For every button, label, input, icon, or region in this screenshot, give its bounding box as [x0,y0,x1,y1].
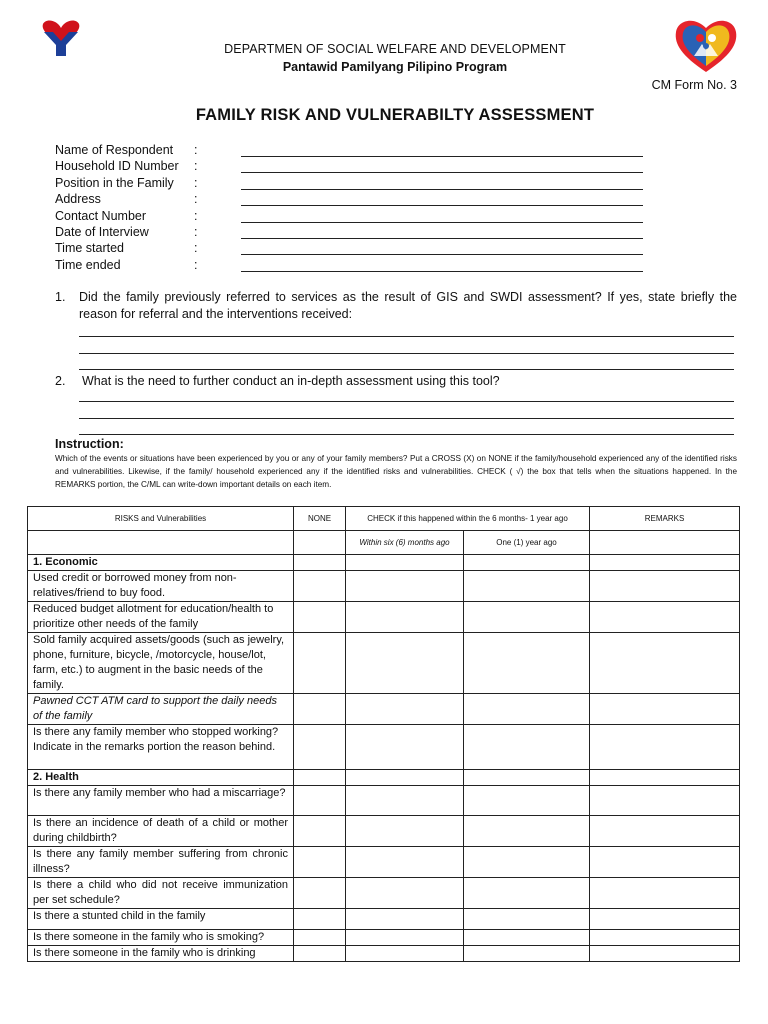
question-text: Did the family previously referred to services as the result of GIS and SWDI assessment? If yes, state briefly the reason for referral and the interventions received: [79,290,737,321]
none-cell[interactable] [294,694,346,725]
six-months-cell[interactable] [346,909,464,930]
field-blank-line[interactable] [241,172,643,173]
none-cell[interactable] [294,946,346,962]
col-header-check: CHECK if this happened within the 6 months- 1 year ago [346,507,590,531]
six-months-cell[interactable] [346,847,464,878]
field-blank-line[interactable] [241,205,643,206]
field-name-of-respondent [55,143,655,159]
field-time-started [55,241,655,257]
none-cell[interactable] [294,725,346,770]
one-year-cell[interactable] [464,878,590,909]
table-row [28,571,740,602]
field-label: Position in the Family [55,175,174,190]
six-months-cell[interactable] [346,946,464,962]
one-year-cell[interactable] [464,847,590,878]
remarks-cell[interactable] [590,847,740,878]
table-row [28,816,740,847]
field-blank-line[interactable] [241,254,643,255]
field-label: Name of Respondent [55,143,174,157]
answer-line[interactable] [79,434,734,435]
one-year-cell[interactable] [464,694,590,725]
field-date-of-interview [55,225,655,241]
six-months-cell[interactable] [346,878,464,909]
one-year-cell[interactable] [464,930,590,946]
remarks-cell[interactable] [590,909,740,930]
field-colon: : [194,241,198,256]
six-months-cell[interactable] [346,571,464,602]
field-label: Contact Number [55,208,147,223]
field-colon: : [194,192,198,207]
none-cell[interactable] [294,909,346,930]
risk-item: Is there a stunted child in the family [28,909,294,930]
field-blank-line[interactable] [241,222,643,223]
none-cell[interactable] [294,602,346,633]
department-name: DEPARTMEN OF SOCIAL WELFARE AND DEVELOPMENT [224,42,566,56]
field-position-in-family [55,176,655,192]
one-year-cell[interactable] [464,555,590,571]
col-header-six-months: Within six (6) months ago [346,531,464,555]
none-cell[interactable] [294,930,346,946]
field-colon: : [194,159,198,174]
field-colon: : [194,257,198,272]
none-cell[interactable] [294,786,346,816]
one-year-cell[interactable] [464,571,590,602]
field-label: Household ID Number [55,159,179,174]
one-year-cell[interactable] [464,725,590,770]
table-row [28,633,740,694]
field-colon: : [194,143,198,157]
answer-line[interactable] [79,353,734,354]
field-label: Address [55,192,101,207]
col-header-risks: RISKS and Vulnerabilities [28,507,294,531]
none-cell[interactable] [294,770,346,786]
program-name: Pantawid Pamilyang Pilipino Program [282,60,508,74]
table-row [28,930,740,946]
table-row [28,946,740,962]
field-blank-line[interactable] [241,238,643,239]
remarks-cell[interactable] [590,633,740,694]
six-months-cell[interactable] [346,725,464,770]
field-colon: : [194,224,198,239]
instruction-text: Which of the events or situations have been experienced by you or any of your family members? Put a CROSS (X) on NONE if the family/household experienced any of the identified risks and vulnerabilities. Likewise, if the family/ household experienced any if the identified risks and vulnerabilities. CHECK ( √) the box that tells when the situations happened. In the REMARKS portion, the C/ML can write-down important details on each item. [55,454,737,489]
six-months-cell[interactable] [346,602,464,633]
one-year-cell[interactable] [464,602,590,633]
risk-item: Reduced budget allotment for education/health to prioritize other needs of the family [28,602,294,633]
question-number: 2. [55,374,66,388]
field-blank-line[interactable] [241,156,643,157]
table-row [28,909,740,930]
none-cell[interactable] [294,816,346,847]
table-row [28,602,740,633]
remarks-cell[interactable] [590,770,740,786]
six-months-cell[interactable] [346,786,464,816]
six-months-cell[interactable] [346,555,464,571]
page-title: FAMILY RISK AND VULNERABILTY ASSESSMENT [195,106,595,124]
remarks-cell[interactable] [590,725,740,770]
one-year-cell[interactable] [464,633,590,694]
risk-item: Is there any family member who had a miscarriage? [28,786,294,816]
risk-item: Pawned CCT ATM card to support the daily needs of the family [28,694,294,725]
question-text: What is the need to further conduct an in-depth assessment using this tool? [82,374,500,388]
section-title: 2. Health [28,770,294,786]
risk-item: Is there an incidence of death of a child or mother during childbirth? [28,816,294,847]
field-colon: : [194,208,198,223]
table-row [28,847,740,878]
six-months-cell[interactable] [346,930,464,946]
risk-assessment-table [27,506,740,962]
col-header-one-year: One (1) year ago [464,531,590,555]
field-contact-number [55,209,655,225]
table-subheader-row [28,531,740,555]
field-label: Time started [55,241,125,256]
remarks-cell[interactable] [590,555,740,571]
risk-item: Sold family acquired assets/goods (such as jewelry, phone, furniture, bicycle, /motorcycle, house/lot, farm, etc.) to augment in the basic needs of the family. [28,633,294,694]
risk-item: Is there any family member suffering from chronic illness? [28,847,294,878]
remarks-cell[interactable] [590,571,740,602]
remarks-cell[interactable] [590,602,740,633]
answer-line[interactable] [79,418,734,419]
answer-line[interactable] [79,401,734,402]
remarks-cell[interactable] [590,694,740,725]
table-row [28,725,740,770]
six-months-cell[interactable] [346,770,464,786]
table-cell [294,531,346,555]
section-row-economic [28,555,740,571]
six-months-cell[interactable] [346,633,464,694]
field-colon: : [194,175,198,190]
form-number: CM Form No. 3 [651,78,737,92]
section-row-health [28,770,740,786]
risk-item: Is there any family member who stopped working? Indicate in the remarks portion the reason behind. [28,725,294,770]
remarks-cell[interactable] [590,816,740,847]
field-label: Date of Interview [55,224,149,239]
answer-line[interactable] [79,336,734,337]
table-row [28,694,740,725]
table-header-row [28,507,740,531]
one-year-cell[interactable] [464,770,590,786]
col-header-remarks: REMARKS [590,507,740,531]
one-year-cell[interactable] [464,816,590,847]
table-cell [28,531,294,555]
none-cell[interactable] [294,878,346,909]
col-header-none: NONE [294,507,346,531]
table-cell [590,531,740,555]
instruction-heading: Instruction: [55,437,124,451]
field-household-id [55,159,655,175]
one-year-cell[interactable] [464,946,590,962]
risk-item: Used credit or borrowed money from non-relatives/friend to buy food. [28,571,294,602]
risk-item: Is there someone in the family who is drinking [28,946,294,962]
table-row [28,786,740,816]
six-months-cell[interactable] [346,816,464,847]
one-year-cell[interactable] [464,909,590,930]
field-blank-line[interactable] [241,189,643,190]
risk-item: Is there a child who did not receive immunization per set schedule? [28,878,294,909]
six-months-cell[interactable] [346,694,464,725]
table-row [28,878,740,909]
risk-item: Is there someone in the family who is smoking? [28,930,294,946]
respondent-fields [55,143,655,274]
remarks-cell[interactable] [590,930,740,946]
none-cell[interactable] [294,847,346,878]
question-number: 1. [55,290,66,304]
one-year-cell[interactable] [464,786,590,816]
remarks-cell[interactable] [590,878,740,909]
none-cell[interactable] [294,571,346,602]
remarks-cell[interactable] [590,946,740,962]
field-time-ended [55,258,655,274]
field-blank-line[interactable] [241,271,643,272]
answer-line[interactable] [79,369,734,370]
remarks-cell[interactable] [590,786,740,816]
none-cell[interactable] [294,555,346,571]
field-label: Time ended [55,257,121,272]
none-cell[interactable] [294,633,346,694]
field-address [55,192,655,208]
section-title: 1. Economic [28,555,294,571]
